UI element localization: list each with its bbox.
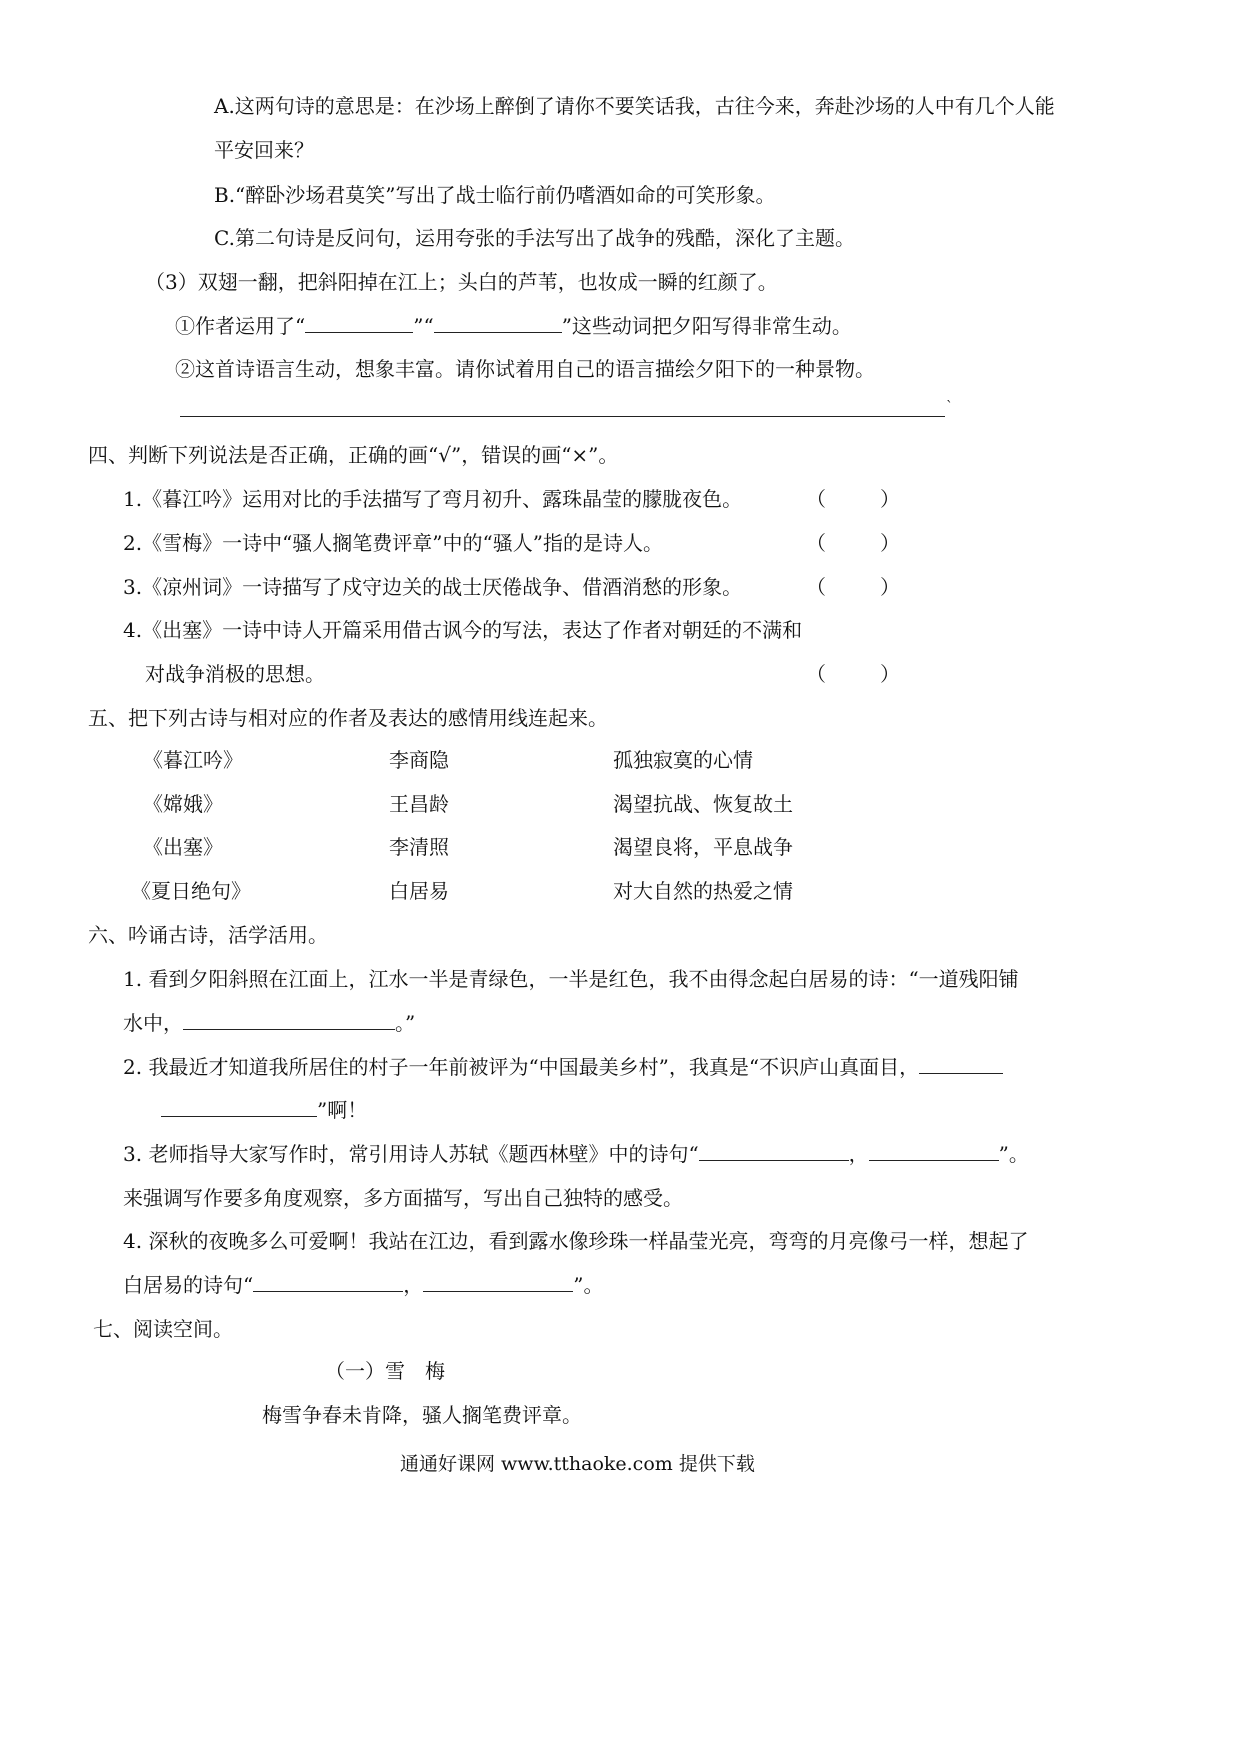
- judge-paren-close-3[interactable]: ）: [880, 575, 900, 599]
- verb-blank-1[interactable]: [305, 312, 413, 333]
- section6-heading: 六、吟诵古诗，活学活用。: [88, 923, 328, 947]
- match-poem-3[interactable]: 《出塞》: [143, 835, 223, 859]
- part3-sub2: ②这首诗语言生动，想象丰富。请你试着用自己的语言描绘夕阳下的一种景物。: [175, 357, 875, 381]
- judge-item-1: 1.《暮江吟》运用对比的手法描写了弯月初升、露珠晶莹的朦胧夜色。: [123, 487, 743, 511]
- section4-heading: 四、判断下列说法是否正确，正确的画“√”，错误的画“×”。: [88, 443, 619, 467]
- s6-q4-prefix: 白居易的诗句“: [123, 1273, 254, 1297]
- s6-q3-prefix: 3. 老师指导大家写作时，常引用诗人苏轼《题西林壁》中的诗句“: [123, 1142, 699, 1166]
- s6-q2-blank-b[interactable]: [161, 1096, 317, 1117]
- sub1-mid: ”“: [413, 314, 434, 338]
- judge-item-4-cont: 对战争消极的思想。: [145, 662, 325, 686]
- option-c: C.第二句诗是反问句，运用夸张的手法写出了战争的残酷，深化了主题。: [214, 226, 855, 250]
- section5-heading: 五、把下列古诗与相对应的作者及表达的感情用线连起来。: [88, 706, 608, 730]
- s6-q1-suffix: 。”: [395, 1011, 416, 1035]
- s6-q4-comma: ，: [403, 1273, 424, 1297]
- match-author-2[interactable]: 王昌龄: [389, 792, 449, 816]
- s6-q3-line1: [123, 1139, 1029, 1169]
- section7-heading: 七、阅读空间。: [93, 1317, 233, 1341]
- part3-sub1: [175, 311, 852, 341]
- poem-title: （一）雪 梅: [325, 1359, 445, 1383]
- judge-paren-open-2[interactable]: （: [806, 531, 826, 555]
- option-b: B.“醉卧沙场君莫笑”写出了战士临行前仍嗜酒如命的可笑形象。: [214, 183, 776, 207]
- judge-paren-open-4[interactable]: （: [806, 662, 826, 686]
- part3-stem: （3）双翅一翻，把斜阳掉在江上；头白的芦苇，也妆成一瞬的红颜了。: [145, 270, 778, 294]
- s6-q4-line2: [123, 1270, 603, 1300]
- option-a-line1: A.这两句诗的意思是：在沙场上醉倒了请你不要笑话我，古往今来，奔赴沙场的人中有几个人能: [214, 94, 1055, 118]
- verb-blank-2[interactable]: [434, 312, 562, 333]
- s6-q3-line2: 来强调写作要多角度观察，多方面描写，写出自己独特的感受。: [123, 1186, 683, 1210]
- s6-q1-prefix: 水中，: [123, 1011, 183, 1035]
- match-emotion-4[interactable]: 对大自然的热爱之情: [613, 879, 793, 903]
- s6-q3-blank-2[interactable]: [869, 1140, 999, 1161]
- s6-q3-blank-1[interactable]: [699, 1140, 849, 1161]
- match-emotion-1[interactable]: 孤独寂寞的心情: [613, 748, 753, 772]
- s6-q4-suffix: ”。: [573, 1273, 604, 1297]
- poem-line-1: 梅雪争春未肯降，骚人搁笔费评章。: [262, 1403, 582, 1427]
- s6-q2-line1: [123, 1052, 1003, 1082]
- s6-q2-suffix: ”啊！: [317, 1098, 368, 1122]
- match-author-3[interactable]: 李清照: [389, 835, 449, 859]
- s6-q3-suffix: ”。: [998, 1142, 1029, 1166]
- judge-paren-open-3[interactable]: （: [806, 575, 826, 599]
- s6-q1-line2: [123, 1008, 415, 1038]
- s6-q2-text: 2. 我最近才知道我所居住的村子一年前被评为“中国最美乡村”，我真是“不识庐山真面目，: [123, 1055, 920, 1079]
- s6-q2-blank-a[interactable]: [919, 1053, 1003, 1074]
- option-a-line2: 平安回来？: [214, 138, 314, 162]
- judge-paren-close-2[interactable]: ）: [880, 531, 900, 555]
- answer-mark: `: [946, 399, 953, 415]
- match-emotion-2[interactable]: 渴望抗战、恢复故土: [613, 792, 793, 816]
- judge-paren-open-1[interactable]: （: [806, 487, 826, 511]
- judge-item-3: 3.《凉州词》一诗描写了戍守边关的战士厌倦战争、借酒消愁的形象。: [123, 575, 743, 599]
- judge-paren-close-1[interactable]: ）: [880, 487, 900, 511]
- s6-q4-blank-2[interactable]: [423, 1271, 573, 1292]
- s6-q4-blank-1[interactable]: [253, 1271, 403, 1292]
- match-author-4[interactable]: 白居易: [389, 879, 449, 903]
- description-answer-line[interactable]: [180, 416, 945, 417]
- footer-credit: 通通好课网 www.tthaoke.com 提供下载: [400, 1453, 755, 1475]
- match-author-1[interactable]: 李商隐: [389, 748, 449, 772]
- judge-item-4: 4.《出塞》一诗中诗人开篇采用借古讽今的写法，表达了作者对朝廷的不满和: [123, 618, 803, 642]
- judge-paren-close-4[interactable]: ）: [880, 662, 900, 686]
- match-poem-2[interactable]: 《嫦娥》: [143, 792, 223, 816]
- judge-item-2: 2.《雪梅》一诗中“骚人搁笔费评章”中的“骚人”指的是诗人。: [123, 531, 663, 555]
- s6-q1-blank[interactable]: [183, 1009, 395, 1030]
- sub1-suffix: ”这些动词把夕阳写得非常生动。: [561, 314, 852, 338]
- match-emotion-3[interactable]: 渴望良将，平息战争: [613, 835, 793, 859]
- match-poem-4[interactable]: 《夏日绝句》: [131, 879, 251, 903]
- s6-q1-line1: 1. 看到夕阳斜照在江面上，江水一半是青绿色，一半是红色，我不由得念起白居易的诗：“一道残阳铺: [123, 967, 1019, 991]
- match-poem-1[interactable]: 《暮江吟》: [143, 748, 243, 772]
- s6-q3-comma: ，: [848, 1142, 869, 1166]
- sub1-prefix: ①作者运用了“: [175, 314, 306, 338]
- s6-q4-line1: 4. 深秋的夜晚多么可爱啊！我站在江边，看到露水像珍珠一样晶莹光亮，弯弯的月亮像弓一样，想起了: [123, 1229, 1029, 1253]
- s6-q2-line2: [161, 1095, 367, 1125]
